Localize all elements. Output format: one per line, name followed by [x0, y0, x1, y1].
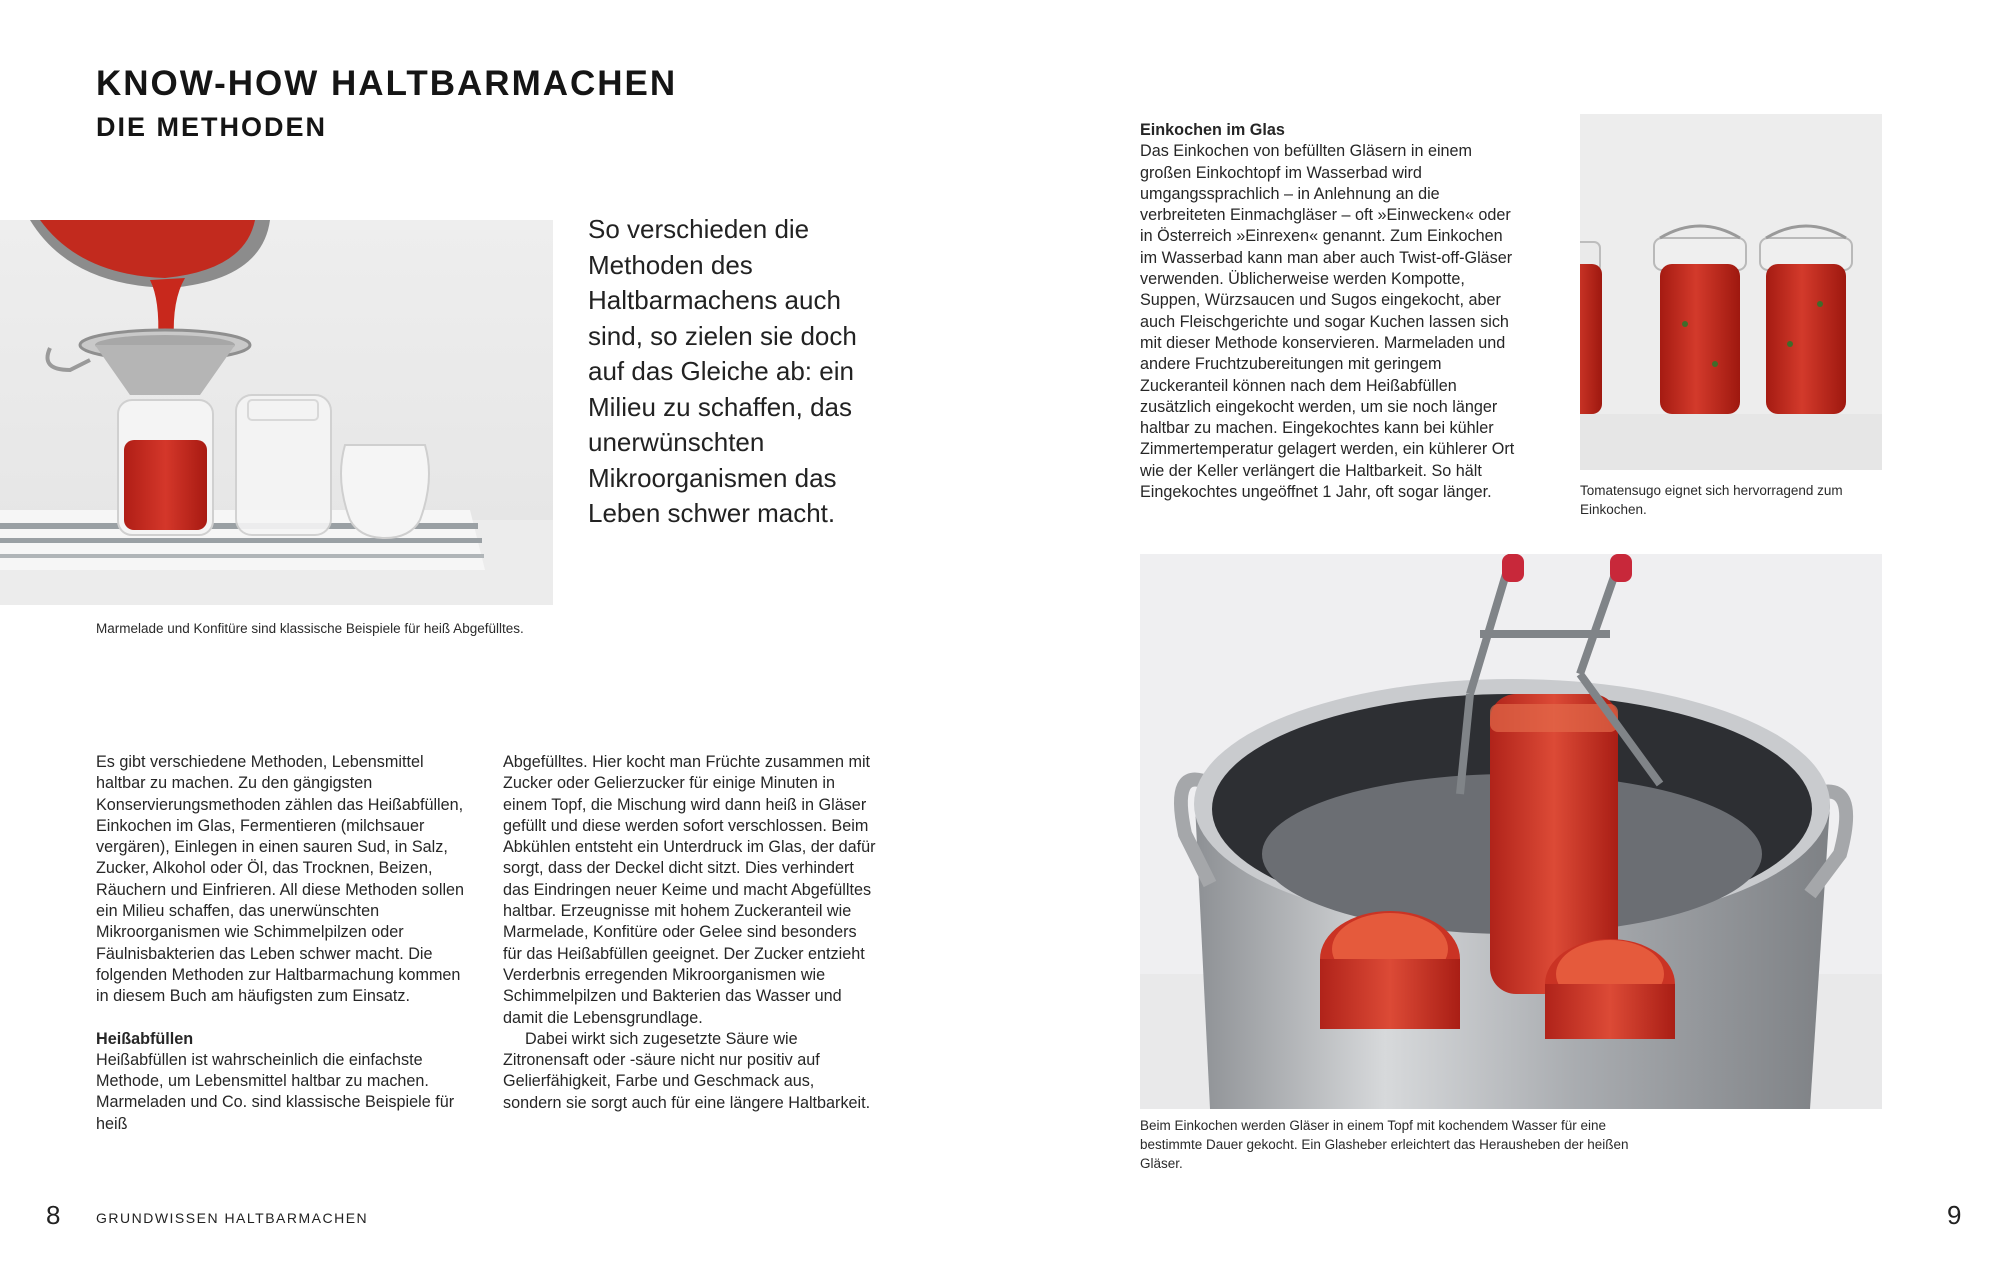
photo-tomato-jars: [1580, 114, 1882, 470]
col2-paragraph-2: Dabei wirkt sich zugesetzte Säure wie Zitronensaft oder -säure nicht nur positiv auf Gelierfähigkeit, Farbe und Geschmack aus, sondern sie sorgt auch für eine längere Haltbarkeit.: [503, 1029, 871, 1112]
left-page-number: 8: [46, 1200, 61, 1230]
page-title: KNOW-HOW HALTBARMACHEN: [96, 64, 678, 103]
heading-einkochen-im-glas: Einkochen im Glas: [1140, 121, 1285, 139]
photo-pot-caption: Beim Einkochen werden Gläser in einem Topf mit kochendem Wasser für eine bestimmte Dauer gekocht. Ein Glasheber erleichtert das Herausheben der heißen Gläser.: [1140, 1118, 1629, 1171]
body-column-2: [503, 752, 877, 1114]
photo-canning-pot: [1140, 554, 1882, 1109]
photo-funnel-jars: [0, 220, 553, 605]
page-subtitle: DIE METHODEN: [96, 112, 328, 142]
intro-quote: So verschieden die Methoden des Haltbarmachens auch sind, so zielen sie doch auf das Gleiche ab: ein Milieu zu schaffen, das unerwünschten Mikroorganismen das Leben schwer macht.: [588, 214, 857, 528]
col1-paragraph-1: Es gibt verschiedene Methoden, Lebensmittel haltbar zu machen. Zu den gängigsten Konservierungsmethoden zählen das Heißabfüllen, Einkochen im Glas, Fermentieren (milchsauer vergären), Einlegen in einen sauren Sud, in Salz, Zucker, Alkohol oder Öl, das Trocknen, Beizen, Räuchern und Einfrieren. All diese Methoden sollen ein Milieu schaffen, das unerwünschten Mikroorganismen wie Schimmelpilzen oder Fäulnisbakterien das Leben schwer macht. Die folgenden Methoden zur Haltbarmachung kommen in diesem Buch am häufigsten zum Einsatz.: [96, 753, 465, 1006]
col2-paragraph-1: Abgefülltes. Hier kocht man Früchte zusammen mit Zucker oder Gelierzucker für einige Minuten in einem Topf, die Mischung wird dann heiß in Gläser gefüllt und diese werden sofort verschlossen. Beim Abkühlen entsteht ein Unterdruck im Glas, der dafür sorgt, dass der Deckel dicht sitzt. Dies verhindert das Eindringen neuer Keime und macht Abgefülltes haltbar. Erzeugnisse mit hohem Zuckeranteil wie Marmelade, Konfitüre oder Gelee sind besonders für das Heißabfüllen geeignet. Der Zucker entzieht Verderbnis erregenden Mikroorganismen wie Schimmelpilzen und Bakterien das Wasser und damit die Lebensgrundlage.: [503, 753, 876, 1027]
running-head: GRUNDWISSEN HALTBARMACHEN: [96, 1210, 369, 1226]
heading-heissabfuellen: Heißabfüllen: [96, 1029, 194, 1048]
col3-paragraph: Das Einkochen von befüllten Gläsern in einem großen Einkochtopf im Wasserbad wird umgangssprachlich – in Anlehnung an die verbreiteten Einmachgläser – oft »Einwecken« oder in Österreich »Einrexen« genannt. Zum Einkochen im Wasserbad kann man aber auch Twist-off-Gläser verwenden. Üblicherweise werden Kompotte, Suppen, Würzsaucen und Sugos eingekocht, aber auch Fleischgerichte und sogar Kuchen lassen sich mit dieser Methode konservieren. Marmeladen und andere Fruchtzubereitungen mit geringem Zuckeranteil können nach dem Heißabfüllen zusätzlich eingekocht werden, um sie noch länger haltbar zu machen. Eingekochtes kann bei kühler Zimmertemperatur gelagert werden, ein kühlerer Ort wie der Keller verlängert die Haltbarkeit. So hält Eingekochtes ungeöffnet 1 Jahr, oft sogar länger.: [1140, 142, 1515, 502]
right-page-number: 9: [1947, 1200, 1962, 1230]
body-column-1: [96, 752, 472, 1135]
col1-paragraph-2: Heißabfüllen ist wahrscheinlich die einfachste Methode, um Lebensmittel haltbar zu machen. Marmeladen und Co. sind klassische Beispiele für heiß: [96, 1050, 455, 1133]
body-column-3: [1140, 120, 1518, 503]
photo-funnel-caption: Marmelade und Konfitüre sind klassische Beispiele für heiß Abgefülltes.: [96, 621, 524, 636]
photo-jars-caption: Tomatensugo eignet sich hervorragend zum Einkochen.: [1580, 483, 1843, 517]
